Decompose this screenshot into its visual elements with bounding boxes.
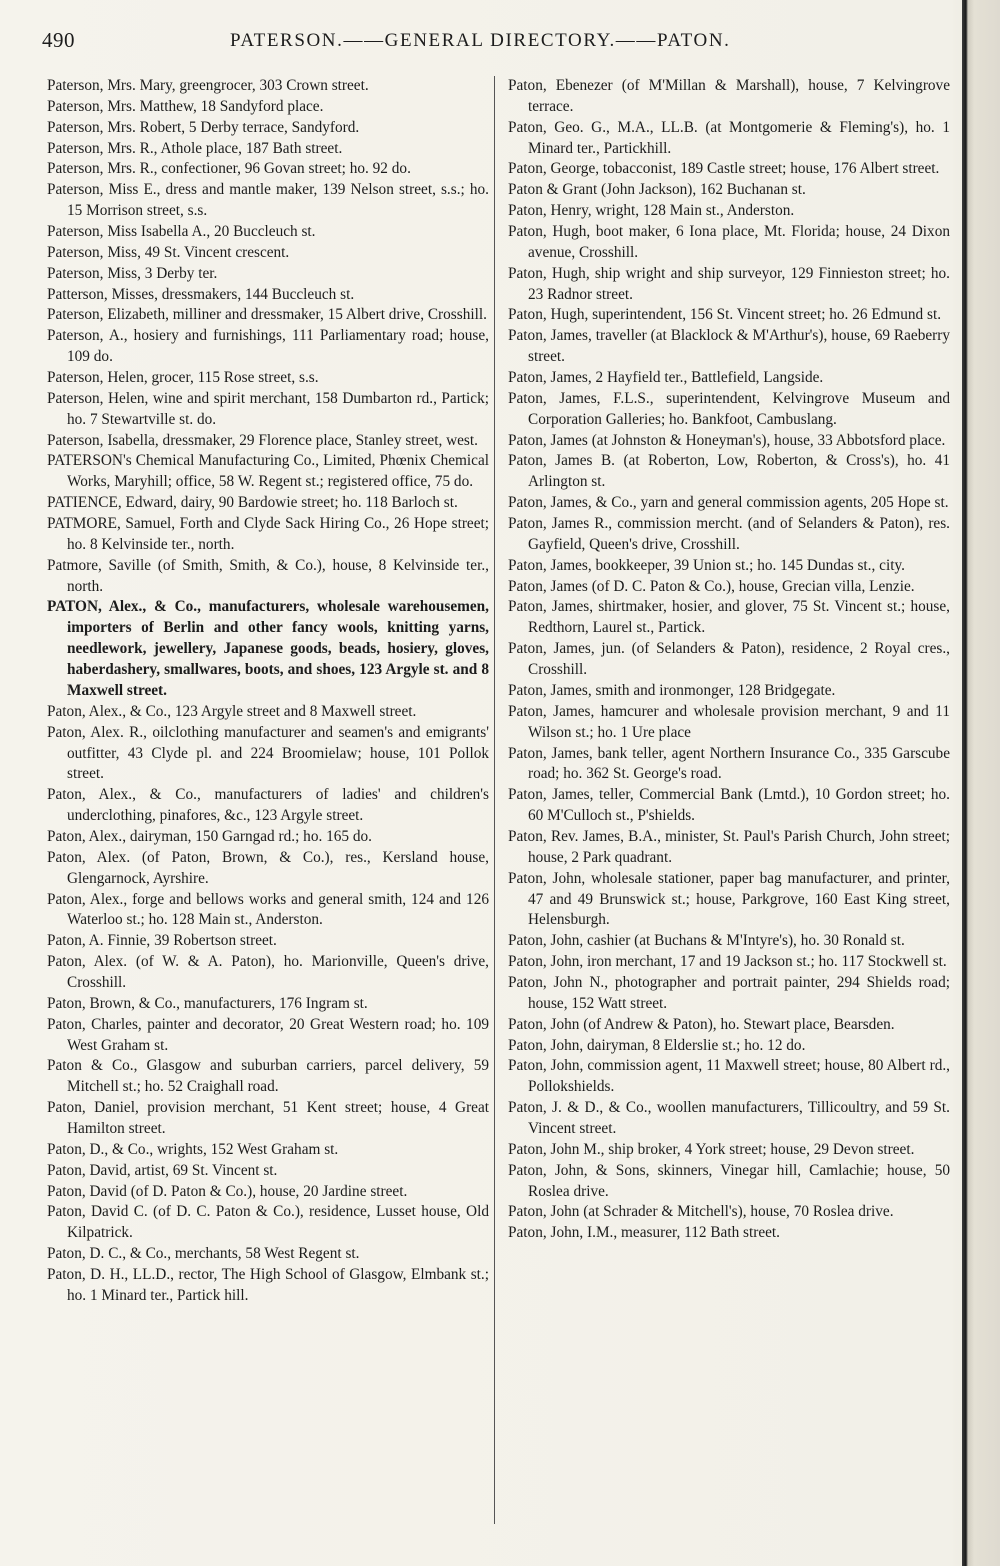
- directory-entry: Paterson, Helen, wine and spirit merchant, 158 Dumbarton rd., Partick; ho. 7 Stewartville st. do.: [47, 389, 489, 428]
- directory-entry: Paton, Henry, wright, 128 Main st., Anderston.: [508, 202, 795, 220]
- page-number: 490: [42, 28, 75, 52]
- directory-entry: Paton, J. & D., & Co., woollen manufacturers, Tillicoultry, and 59 St. Vincent street.: [508, 1099, 950, 1137]
- directory-entry: Paterson, Miss, 3 Derby ter.: [47, 264, 218, 282]
- directory-entry: Paton, Ebenezer (of M'Millan & Marshall), house, 7 Kelvingrove terrace.: [508, 77, 950, 115]
- directory-entry: Paton, James B. (at Roberton, Low, Roberton, & Cross's), ho. 41 Arlington st.: [508, 452, 950, 491]
- directory-entry: Paton, James, bookkeeper, 39 Union st.; ho. 145 Dundas st., city.: [508, 556, 905, 574]
- directory-entry: Paton, Rev. James, B.A., minister, St. Paul's Parish Church, John street; house, 2 Park quadrant.: [508, 827, 950, 866]
- directory-entry: Paton, A. Finnie, 39 Robertson street.: [47, 932, 277, 950]
- directory-entry: Paton & Co., Glasgow and suburban carriers, parcel delivery, 59 Mitchell st.; ho. 52 Craighall road.: [47, 1057, 489, 1096]
- directory-entry: Paterson, Miss, 49 St. Vincent crescent.: [47, 243, 290, 261]
- directory-entry: Paton, Hugh, ship wright and ship surveyor, 129 Finnieston street; ho. 23 Radnor street.: [508, 264, 950, 303]
- directory-entry: Paton, D., & Co., wrights, 152 West Graham st.: [47, 1140, 339, 1158]
- directory-entry: Paton, Daniel, provision merchant, 51 Kent street; house, 4 Great Hamilton street.: [47, 1099, 489, 1137]
- directory-entry: Paterson, A., hosiery and furnishings, 111 Parliamentary road; house, 109 do.: [47, 327, 489, 366]
- directory-entry: Paton, Alex., forge and bellows works and general smith, 124 and 126 Waterloo st.; ho. 128 Main st., Anderston.: [47, 890, 489, 929]
- directory-entry: Paterson, Mrs. Robert, 5 Derby terrace, Sandyford.: [47, 118, 360, 136]
- directory-entry: Paton, Alex., & Co., manufacturers of ladies' and children's underclothing, pinafores, &c., 123 Argyle street.: [47, 786, 489, 825]
- directory-entry: Paton, James, hamcurer and wholesale provision merchant, 9 and 11 Wilson st.; ho. 1 Ure place: [508, 702, 950, 741]
- directory-entry: Paton, Alex., & Co., 123 Argyle street and 8 Maxwell street.: [47, 702, 417, 720]
- directory-entry: Paton, John M., ship broker, 4 York street; house, 29 Devon street.: [508, 1140, 915, 1158]
- directory-entry: Paterson, Miss Isabella A., 20 Buccleuch st.: [47, 223, 316, 241]
- directory-entry: Paton, Charles, painter and decorator, 20 Great Western road; ho. 109 West Graham st.: [47, 1015, 489, 1054]
- directory-entry: Paterson, Mrs. Matthew, 18 Sandyford place.: [47, 97, 324, 115]
- directory-entry: Paton, David C. (of D. C. Paton & Co.), residence, Lusset house, Old Kilpatrick.: [47, 1203, 489, 1242]
- right-column: [508, 76, 950, 1244]
- directory-entry: Paton, James, bank teller, agent Northern Insurance Co., 335 Garscube road; ho. 362 St. George's road.: [508, 744, 950, 783]
- directory-entry: Paton, James, & Co., yarn and general commission agents, 205 Hope st.: [508, 494, 949, 512]
- directory-entry: Paton, James (of D. C. Paton & Co.), house, Grecian villa, Lenzie.: [508, 577, 915, 595]
- directory-entry: Paton, James, 2 Hayfield ter., Battlefield, Langside.: [508, 369, 824, 387]
- directory-entry: Paton, James, shirtmaker, hosier, and glover, 75 St. Vincent st.; house, Redthorn, Laurel st., Partick.: [508, 598, 950, 637]
- directory-entry: Paton, James, traveller (at Blacklock & M'Arthur's), house, 69 Raeberry street.: [508, 327, 950, 366]
- directory-entry: Paton, John, & Sons, skinners, Vinegar hill, Camlachie; house, 50 Roslea drive.: [508, 1161, 950, 1200]
- directory-entry: Paton & Grant (John Jackson), 162 Buchanan st.: [508, 181, 806, 199]
- directory-entry: Paton, John N., photographer and portrait painter, 294 Shields road; house, 152 Watt street.: [508, 973, 950, 1012]
- directory-entry: Paton, D. C., & Co., merchants, 58 West Regent st.: [47, 1245, 360, 1263]
- directory-entry: Paton, James, teller, Commercial Bank (Lmtd.), 10 Gordon street; ho. 60 M'Culloch st., P'shields.: [508, 786, 950, 825]
- page-header: [42, 28, 962, 58]
- directory-entry: Paton, Hugh, superintendent, 156 St. Vincent street; ho. 26 Edmund st.: [508, 306, 942, 324]
- directory-entry: Paton, James, F.L.S., superintendent, Kelvingrove Museum and Corporation Galleries; ho. Bankfoot, Cambuslang.: [508, 389, 950, 428]
- directory-entry: Paton, Alex. (of Paton, Brown, & Co.), res., Kersland house, Glengarnock, Ayrshire.: [47, 848, 489, 887]
- directory-entry: Paton, David (of D. Paton & Co.), house, 20 Jardine street.: [47, 1182, 408, 1200]
- directory-entry: Paton, D. H., LL.D., rector, The High School of Glasgow, Elmbank st.; ho. 1 Minard ter., Partick hill.: [47, 1265, 489, 1304]
- directory-entry: Paton, Brown, & Co., manufacturers, 176 Ingram st.: [47, 994, 368, 1012]
- directory-entry: Paton, James R., commission mercht. (and of Selanders & Paton), res. Gayfield, Queen's drive, Crosshill.: [508, 515, 950, 553]
- directory-entry: PATON, Alex., & Co., manufacturers, wholesale warehousemen, importers of Berlin and other fancy wools, knitting yarns, needlework, jewellery, Japanese goods, beads, hosiery, gloves, haberdashery, smallwares, boots, and shoes, 123 Argyle st. and 8 Maxwell street.: [47, 598, 489, 699]
- directory-entry: Paton, John, wholesale stationer, paper bag manufacturer, and printer, 47 and 49 Brunswick st.; house, Parkgrove, 160 East King street, Helensburgh.: [508, 869, 950, 929]
- directory-entry: Paton, John, commission agent, 11 Maxwell street; house, 80 Albert rd., Pollokshields.: [508, 1057, 950, 1096]
- directory-entry: Paterson, Isabella, dressmaker, 29 Florence place, Stanley street, west.: [47, 431, 478, 449]
- directory-entry: Paton, George, tobacconist, 189 Castle street; house, 176 Albert street.: [508, 160, 940, 178]
- directory-entry: Paterson, Miss E., dress and mantle maker, 139 Nelson street, s.s.; ho. 15 Morrison street, s.s.: [47, 181, 489, 220]
- directory-entry: Patmore, Saville (of Smith, Smith, & Co.), house, 8 Kelvinside ter., north.: [47, 556, 489, 595]
- directory-entry: Paterson, Elizabeth, milliner and dressmaker, 15 Albert drive, Crosshill.: [47, 306, 487, 324]
- directory-entry: Paton, James (at Johnston & Honeyman's), house, 33 Abbotsford place.: [508, 431, 946, 449]
- directory-entry: Paton, John (of Andrew & Paton), ho. Stewart place, Bearsden.: [508, 1015, 895, 1033]
- directory-entry: Paton, Alex. R., oilclothing manufacturer and seamen's and emigrants' outfitter, 43 Clyde pl. and 224 Broomielaw; house, 101 Pollok street.: [47, 723, 489, 783]
- directory-entry: Paterson, Mrs. R., Athole place, 187 Bath street.: [47, 139, 343, 157]
- directory-entry: PATIENCE, Edward, dairy, 90 Bardowie street; ho. 118 Barloch st.: [47, 494, 458, 512]
- directory-entry: Paterson, Mrs. R., confectioner, 96 Govan street; ho. 92 do.: [47, 160, 411, 178]
- directory-entry: Paton, David, artist, 69 St. Vincent st.: [47, 1161, 278, 1179]
- directory-entry: PATMORE, Samuel, Forth and Clyde Sack Hiring Co., 26 Hope street; ho. 8 Kelvinside ter., north.: [47, 515, 489, 553]
- directory-entry: Paton, James, smith and ironmonger, 128 Bridgegate.: [508, 681, 836, 699]
- page-gutter: [962, 0, 1000, 1566]
- directory-entry: Paterson, Helen, grocer, 115 Rose street, s.s.: [47, 369, 319, 387]
- directory-entry: Paton, John, iron merchant, 17 and 19 Jackson st.; ho. 117 Stockwell st.: [508, 953, 947, 971]
- left-column: [47, 76, 489, 1307]
- running-head: PATERSON.——GENERAL DIRECTORY.——PATON.: [230, 30, 731, 51]
- directory-entry: Paton, John (at Schrader & Mitchell's), house, 70 Roslea drive.: [508, 1203, 894, 1221]
- directory-entry: Paton, John, I.M., measurer, 112 Bath street.: [508, 1224, 780, 1242]
- directory-entry: Paterson, Mrs. Mary, greengrocer, 303 Crown street.: [47, 77, 369, 94]
- directory-entry: PATERSON's Chemical Manufacturing Co., Limited, Phœnix Chemical Works, Maryhill; office, 58 W. Regent st.; registered office, 75 do.: [47, 452, 489, 491]
- directory-entry: Paton, Alex., dairyman, 150 Garngad rd.; ho. 165 do.: [47, 827, 373, 845]
- directory-entry: Paton, Geo. G., M.A., LL.B. (at Montgomerie & Fleming's), ho. 1 Minard ter., Partickhill.: [508, 118, 950, 157]
- directory-entry: Patterson, Misses, dressmakers, 144 Buccleuch st.: [47, 285, 355, 303]
- column-divider: [494, 76, 495, 1524]
- directory-entry: Paton, John, dairyman, 8 Elderslie st.; ho. 12 do.: [508, 1036, 806, 1054]
- directory-entry: Paton, Alex. (of W. & A. Paton), ho. Marionville, Queen's drive, Crosshill.: [47, 953, 489, 991]
- directory-entry: Paton, James, jun. (of Selanders & Paton), residence, 2 Royal cres., Crosshill.: [508, 640, 950, 679]
- directory-entry: Paton, John, cashier (at Buchans & M'Intyre's), ho. 30 Ronald st.: [508, 932, 905, 950]
- directory-entry: Paton, Hugh, boot maker, 6 Iona place, Mt. Florida; house, 24 Dixon avenue, Crosshill.: [508, 223, 950, 261]
